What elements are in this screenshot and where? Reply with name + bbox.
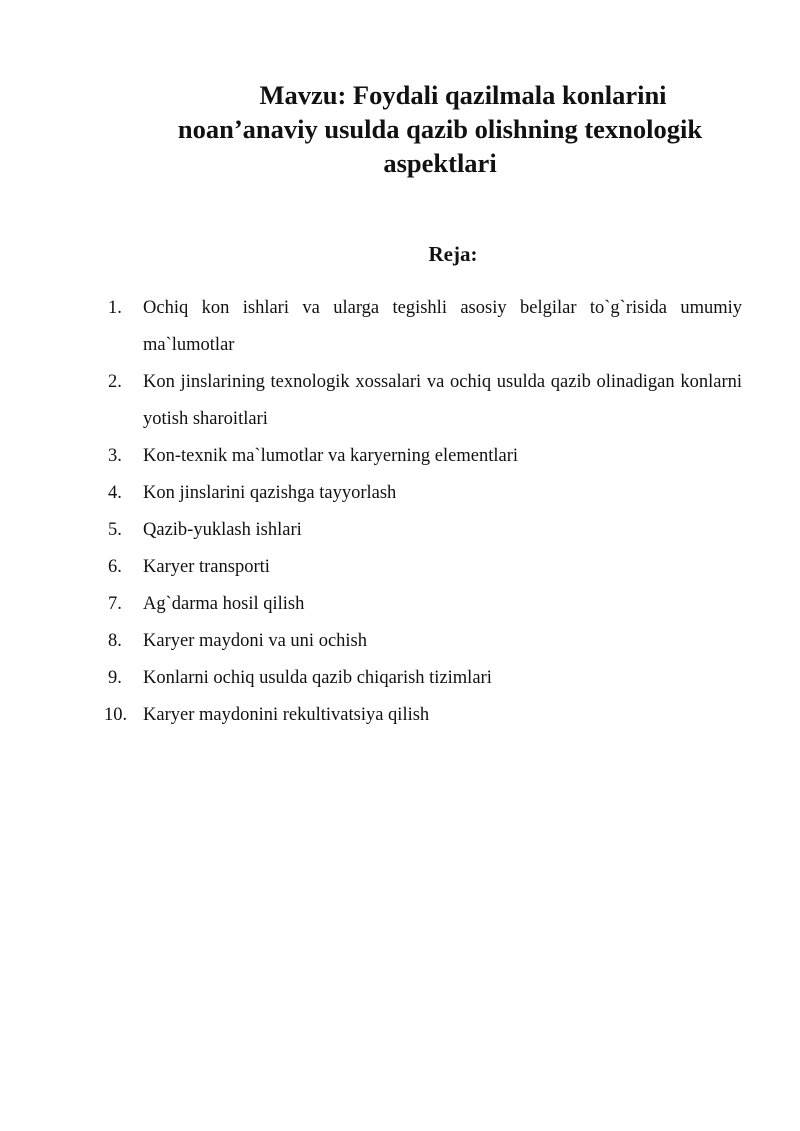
plan-item bbox=[105, 586, 742, 623]
plan-heading: Reja: bbox=[428, 242, 478, 266]
plan-item-text: Kon jinslarining texnologik xossalari va ochiq usulda qazib olinadigan konlarni yotish sharoitlari bbox=[143, 372, 742, 429]
plan-list bbox=[105, 290, 742, 734]
plan-item-text: Ag`darma hosil qilish bbox=[143, 594, 305, 614]
plan-item bbox=[105, 438, 742, 475]
plan-item-number: 2. bbox=[108, 372, 122, 392]
plan-item-text: Kon jinslarini qazishga tayyorlash bbox=[143, 483, 397, 503]
plan-item bbox=[105, 475, 742, 512]
title-line-3: aspektlari bbox=[383, 148, 497, 178]
plan-item bbox=[105, 623, 742, 660]
plan-item-text: Ochiq kon ishlari va ularga tegishli asosiy belgilar to`g`risida umumiy ma`lumotlar bbox=[143, 298, 742, 355]
plan-item bbox=[105, 660, 742, 697]
plan-item-number: 3. bbox=[108, 446, 122, 466]
plan-item bbox=[105, 512, 742, 549]
plan-item-text: Qazib-yuklash ishlari bbox=[143, 520, 302, 540]
plan-item-number: 5. bbox=[108, 520, 122, 540]
plan-item bbox=[105, 549, 742, 586]
document-title bbox=[110, 78, 770, 180]
plan-item-text: Karyer maydoni va uni ochish bbox=[143, 631, 367, 651]
plan-item-number: 7. bbox=[108, 594, 122, 614]
plan-item-text: Kon-texnik ma`lumotlar va karyerning elementlari bbox=[143, 446, 519, 466]
plan-item-number: 8. bbox=[108, 631, 122, 651]
plan-item-number: 10. bbox=[104, 705, 128, 725]
plan-item-number: 9. bbox=[108, 668, 122, 688]
plan-item bbox=[105, 697, 742, 734]
title-line-1: Mavzu: Foydali qazilmala konlarini bbox=[259, 80, 667, 110]
plan-item bbox=[105, 290, 742, 364]
plan-item-text: Konlarni ochiq usulda qazib chiqarish tizimlari bbox=[143, 668, 492, 688]
plan-item-number: 6. bbox=[108, 557, 122, 577]
plan-item-text: Karyer transporti bbox=[143, 557, 270, 577]
plan-item-number: 4. bbox=[108, 483, 122, 503]
plan-item bbox=[105, 364, 742, 438]
plan-item-number: 1. bbox=[108, 298, 122, 318]
title-line-2: noan’anaviy usulda qazib olishning texnologik bbox=[177, 114, 703, 144]
plan-item-text: Karyer maydonini rekultivatsiya qilish bbox=[143, 705, 430, 725]
